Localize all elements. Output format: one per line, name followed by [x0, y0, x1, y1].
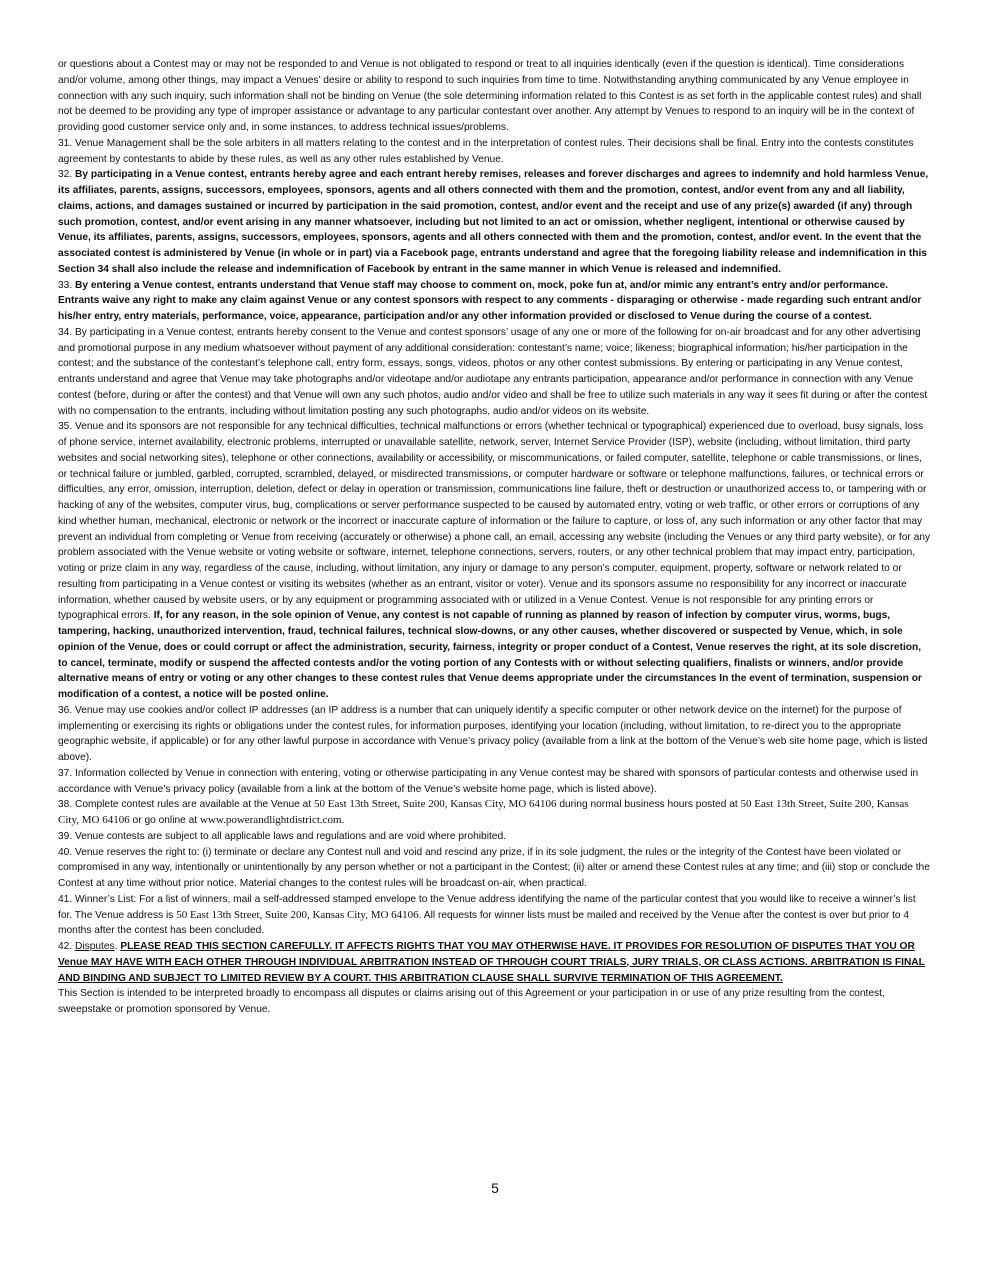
paragraph-intro: or questions about a Contest may or may not be responded to and Venue is not obligated to respond or treat to all inquiries identically (even if the question is identical). Time considerations and/or volume, among other things, may impact a Venues’ desire or ability to respond to such inquiries from time to time. Notwithstanding anything communicated by any Venue employee in connection with any such inquiry, such information shall not be binding on Venue (the sole determining information related to this Contest is as set forth in the applicable contest rules) and shall not be deemed to be providing any type of improper assistance or advantage to any particular contestant over another. Any attempt by Venues to respond to an inquiry will be in the context of providing good customer service only and, in some instances, to address technical issues/problems.	[58, 59, 922, 133]
paragraph-41-text-a: 41. Winner’s List: For a list of winners, mail a self-addressed stamped envelope to the Venue address identifying the name of the particular contest that you would like to receive a winner’s list for. The Venue address is	[58, 893, 916, 921]
paragraph-38	[58, 797, 932, 829]
paragraph-42	[58, 939, 932, 986]
paragraph-39: 39. Venue contests are subject to all applicable laws and regulations and are void where prohibited.	[58, 830, 506, 842]
venue-address: 50 East 13th Street, Suite 200, Kansas City, MO 64106	[176, 908, 419, 921]
paragraph-42-scope: This Section is intended to be interpreted broadly to encompass all disputes or claims arising out of this Agreement or your participation in or use of any prize resulting from the contest, sweepstake or promotion sponsored by Venue.	[58, 988, 885, 1015]
paragraph-41	[58, 892, 932, 939]
disputes-heading: Disputes	[75, 941, 115, 952]
paragraph-35	[58, 419, 932, 703]
paragraph-35-termination-text: If, for any reason, in the sole opinion of Venue, any contest is not capable of running as planned by reason of infection by computer virus, worms, bugs, tampering, hacking, unauthorized intervention, fraud, technical failures, technical slow-downs, or any other causes, whether discovered or suspected by Venue, which, in sole opinion of the Venue, does or could corrupt or affect the administration, security, fairness, integrity or proper conduct of a Contest, Venue reserves the right, at its sole discretion, to cancel, terminate, modify or suspend the affected contests and/or the voting portion of any Contests with or without selecting qualifiers, finalists or winners, and/or provide alternative means of entry or voting or any other changes to these contest rules that Venue deems appropriate under the circumstances In the event of termination, suspension or modification of a contest, a notice will be posted online.	[58, 610, 922, 700]
paragraph-33-number: 33.	[58, 279, 75, 291]
arbitration-notice: PLEASE READ THIS SECTION CAREFULLY. IT AFFECTS RIGHTS THAT YOU MAY OTHERWISE HAVE. IT PROVIDES FOR RESOLUTION OF DISPUTES THAT YOU OR Venue MAY HAVE WITH EACH OTHER THROUGH INDIVIDUAL ARBITRATION INSTEAD OF THROUGH COURT TRIALS, JURY TRIALS, OR CLASS ACTIONS. ARBITRATION IS FINAL AND BINDING AND SUBJECT TO LIMITED REVIEW BY A COURT. THIS ARBITRATION CLAUSE SHALL SURVIVE TERMINATION OF THIS AGREEMENT.	[58, 941, 925, 984]
venue-address: 50 East 13th Street, Suite 200, Kansas City, MO 64106	[313, 798, 557, 811]
paragraph-40: 40. Venue reserves the right to: (i) terminate or declare any Contest null and void and rescind any prize, if in its sole judgment, the rules or the integrity of the Contest have been violated or compromised in any way, intentionally or unintentionally by any person whether or not a participant in the Contest; (ii) alter or amend these Contest rules at any time; and (iii) stop or conclude the Contest at any time without prior notice. Material changes to the contest rules will be broadcast on-air, when practical.	[58, 846, 930, 889]
page-number: 5	[491, 1180, 499, 1196]
paragraph-32	[58, 167, 932, 277]
paragraph-42-dot: .	[114, 941, 121, 952]
paragraph-32-number: 32.	[58, 169, 75, 181]
paragraph-33-waiver-text: By entering a Venue contest, entrants understand that Venue staff may choose to comment on, mock, poke fun at, and/or mimic any entrant’s entry and/or performance. Entrants waive any right to make any claim against Venue or any contest sponsors with respect to any comments - disparaging or otherwise - made regarding such entrant and/or his/her entry, entry materials, performance, voice, appearance, participation and/or any other information provided or disclosed to Venue during the course of a contest.	[58, 279, 922, 322]
paragraph-42-number: 42.	[58, 941, 75, 952]
document-body	[58, 57, 932, 1018]
paragraph-35-liability-text: 35. Venue and its sponsors are not responsible for any technical difficulties, technical malfunctions or errors (whether technical or typographical) experienced due to overload, busy signals, loss of phone service, internet availability, electronic problems, interrupted or unavailable satellite, network, server, Internet Service Provider (ISP), website (including, without limitation, third party websites and social networking sites), telephone or other connections, availability or accessibility, or miscommunications, or failed computer, satellite, telephone or cable transmissions, or lines, or technical failure or jumbled, garbled, corrupted, scrambled, delayed, or misdirected transmissions, or computer hardware or software or telephone malfunctions, failures, or technical errors or difficulties, any error, omission, interruption, deletion, defect or delay in operation or transmission, communications line failure, theft or destruction or unauthorized access to, or tampering with or hacking of any of the websites, computer virus, bug, complications or server performance suspected to be caused by automated entry, voting or web traffic, or other errors or corruptions of any kind whether human, mechanical, electronic or network or the incorrect or inaccurate capture of information or the failure to capture, or loss of, any such information or any other factor that may prevent an individual from completing or Venue from receiving (accurately or otherwise) a phone call, an email, accessing any website (including the Venues or any third party website), or for any problem associated with the Venue website or voting website or software, internet, telephone connections, servers, routers, or any other technical problem that may impact entry, participation, voting or prize claim in any way, regardless of the cause, including, without limitation, any injury or damage to any person’s computer, equipment, property, software or network related to or resulting from participating in a Venue contest or visiting its websites (whether as an entrant, visitor or voter). Venue and its sponsors assume no responsibility for any incorrect or inaccurate information, whether caused by website users, or by any equipment or programming associated with or utilized in a Venue Contest. Venue is not responsible for any printing errors or typographical errors.	[58, 421, 931, 622]
paragraph-31: 31. Venue Management shall be the sole arbiters in all matters relating to the contest and in the interpretation of contest rules. Their decisions shall be final. Entry into the contests constitutes agreement by contestants to abide by these rules, as well as any other rules established by Venue.	[58, 137, 914, 165]
paragraph-38-text-b: during normal business hours posted at	[556, 799, 741, 811]
paragraph-41-text-b: . All requests for winner lists must be mailed and received by the Venue after the contest is over but prior to 4 months after the contest has been concluded.	[58, 909, 910, 937]
venue-address: 50 East 13th Street, Suite 200, Kansas City, MO 64106	[58, 798, 909, 826]
website-link[interactable]: www.powerandlightdistrict.com.	[199, 814, 345, 826]
paragraph-34: 34. By participating in a Venue contest, entrants hereby consent to the Venue and contest sponsors’ usage of any one or more of the following for on-air broadcast and for any other advertising and promotional purpose in any medium whatsoever without payment of any additional consideration: contestant’s name; voice; likeness; biographical information; his/her participation in the contest; and the substance of the contestant’s telephone call, entry form, essays, songs, videos, photos or any other contest submissions. By entering or participating in any Venue contest, entrants understand and agree that Venue may take photographs and/or videotape and/or audiotape any entrants participation, appearance and/or performance in connection with any Venue contest (before, during or after the contest) and that Venue will own any such photos, audio and/or video and shall be free to utilize such materials in any way it sees fit during or after the contest with no compensation to the entrants, including without limitation posting any such photographs, audio and/or videos on its website.	[58, 326, 928, 417]
paragraph-33	[58, 278, 932, 325]
paragraph-38-text-a: 38. Complete contest rules are available at the Venue at	[58, 799, 314, 811]
paragraph-36: 36. Venue may use cookies and/or collect IP addresses (an IP address is a number that can uniquely identify a specific computer or other network device on the internet) for the purpose of implementing or exercising its rights or obligations under the contest rules, for information purposes, identifying your location (including, without limitation, to re-direct you to the appropriate geographic website, if applicable) or for any other lawful purpose in accordance with Venue’s privacy policy (available from a link at the bottom of the Venue’s web site home page, which is listed above).	[58, 704, 928, 763]
paragraph-38-text-c: or go online at	[129, 815, 200, 826]
paragraph-32-release-text: By participating in a Venue contest, entrants hereby agree and each entrant hereby remises, releases and forever discharges and agrees to indemnify and hold harmless Venue, its affiliates, parents, assigns, successors, employees, sponsors, agents and all others connected with them and the promotion, contest, and/or event from any and all liability, claims, actions, and damages sustained or incurred by participation in the said promotion, contest, and/or event and the receipt and use of any prize(s) awarded (if any) through such promotion, contest, and/or event arising in any manner whatsoever, including but not limited to an act or omission, whether negligent, intentional or otherwise caused by Venue, its affiliates, parents, assigns, successors, employees, sponsors, agents and all others connected with them and the promotion, contest, and/or event. In the event that the associated contest is administered by Venue (in whole or in part) via a Facebook page, entrants understand and agree that the foregoing liability release and indemnification in this Section 34 shall also include the release and indemnification of Facebook by entrant in the same manner in which Venue is released and indemnified.	[58, 169, 929, 275]
paragraph-37: 37. Information collected by Venue in connection with entering, voting or otherwise participating in any Venue contest may be shared with sponsors of particular contests and otherwise used in accordance with Venue’s privacy policy (available from a link at the bottom of the Venue’s website home page, which is listed above).	[58, 767, 919, 795]
